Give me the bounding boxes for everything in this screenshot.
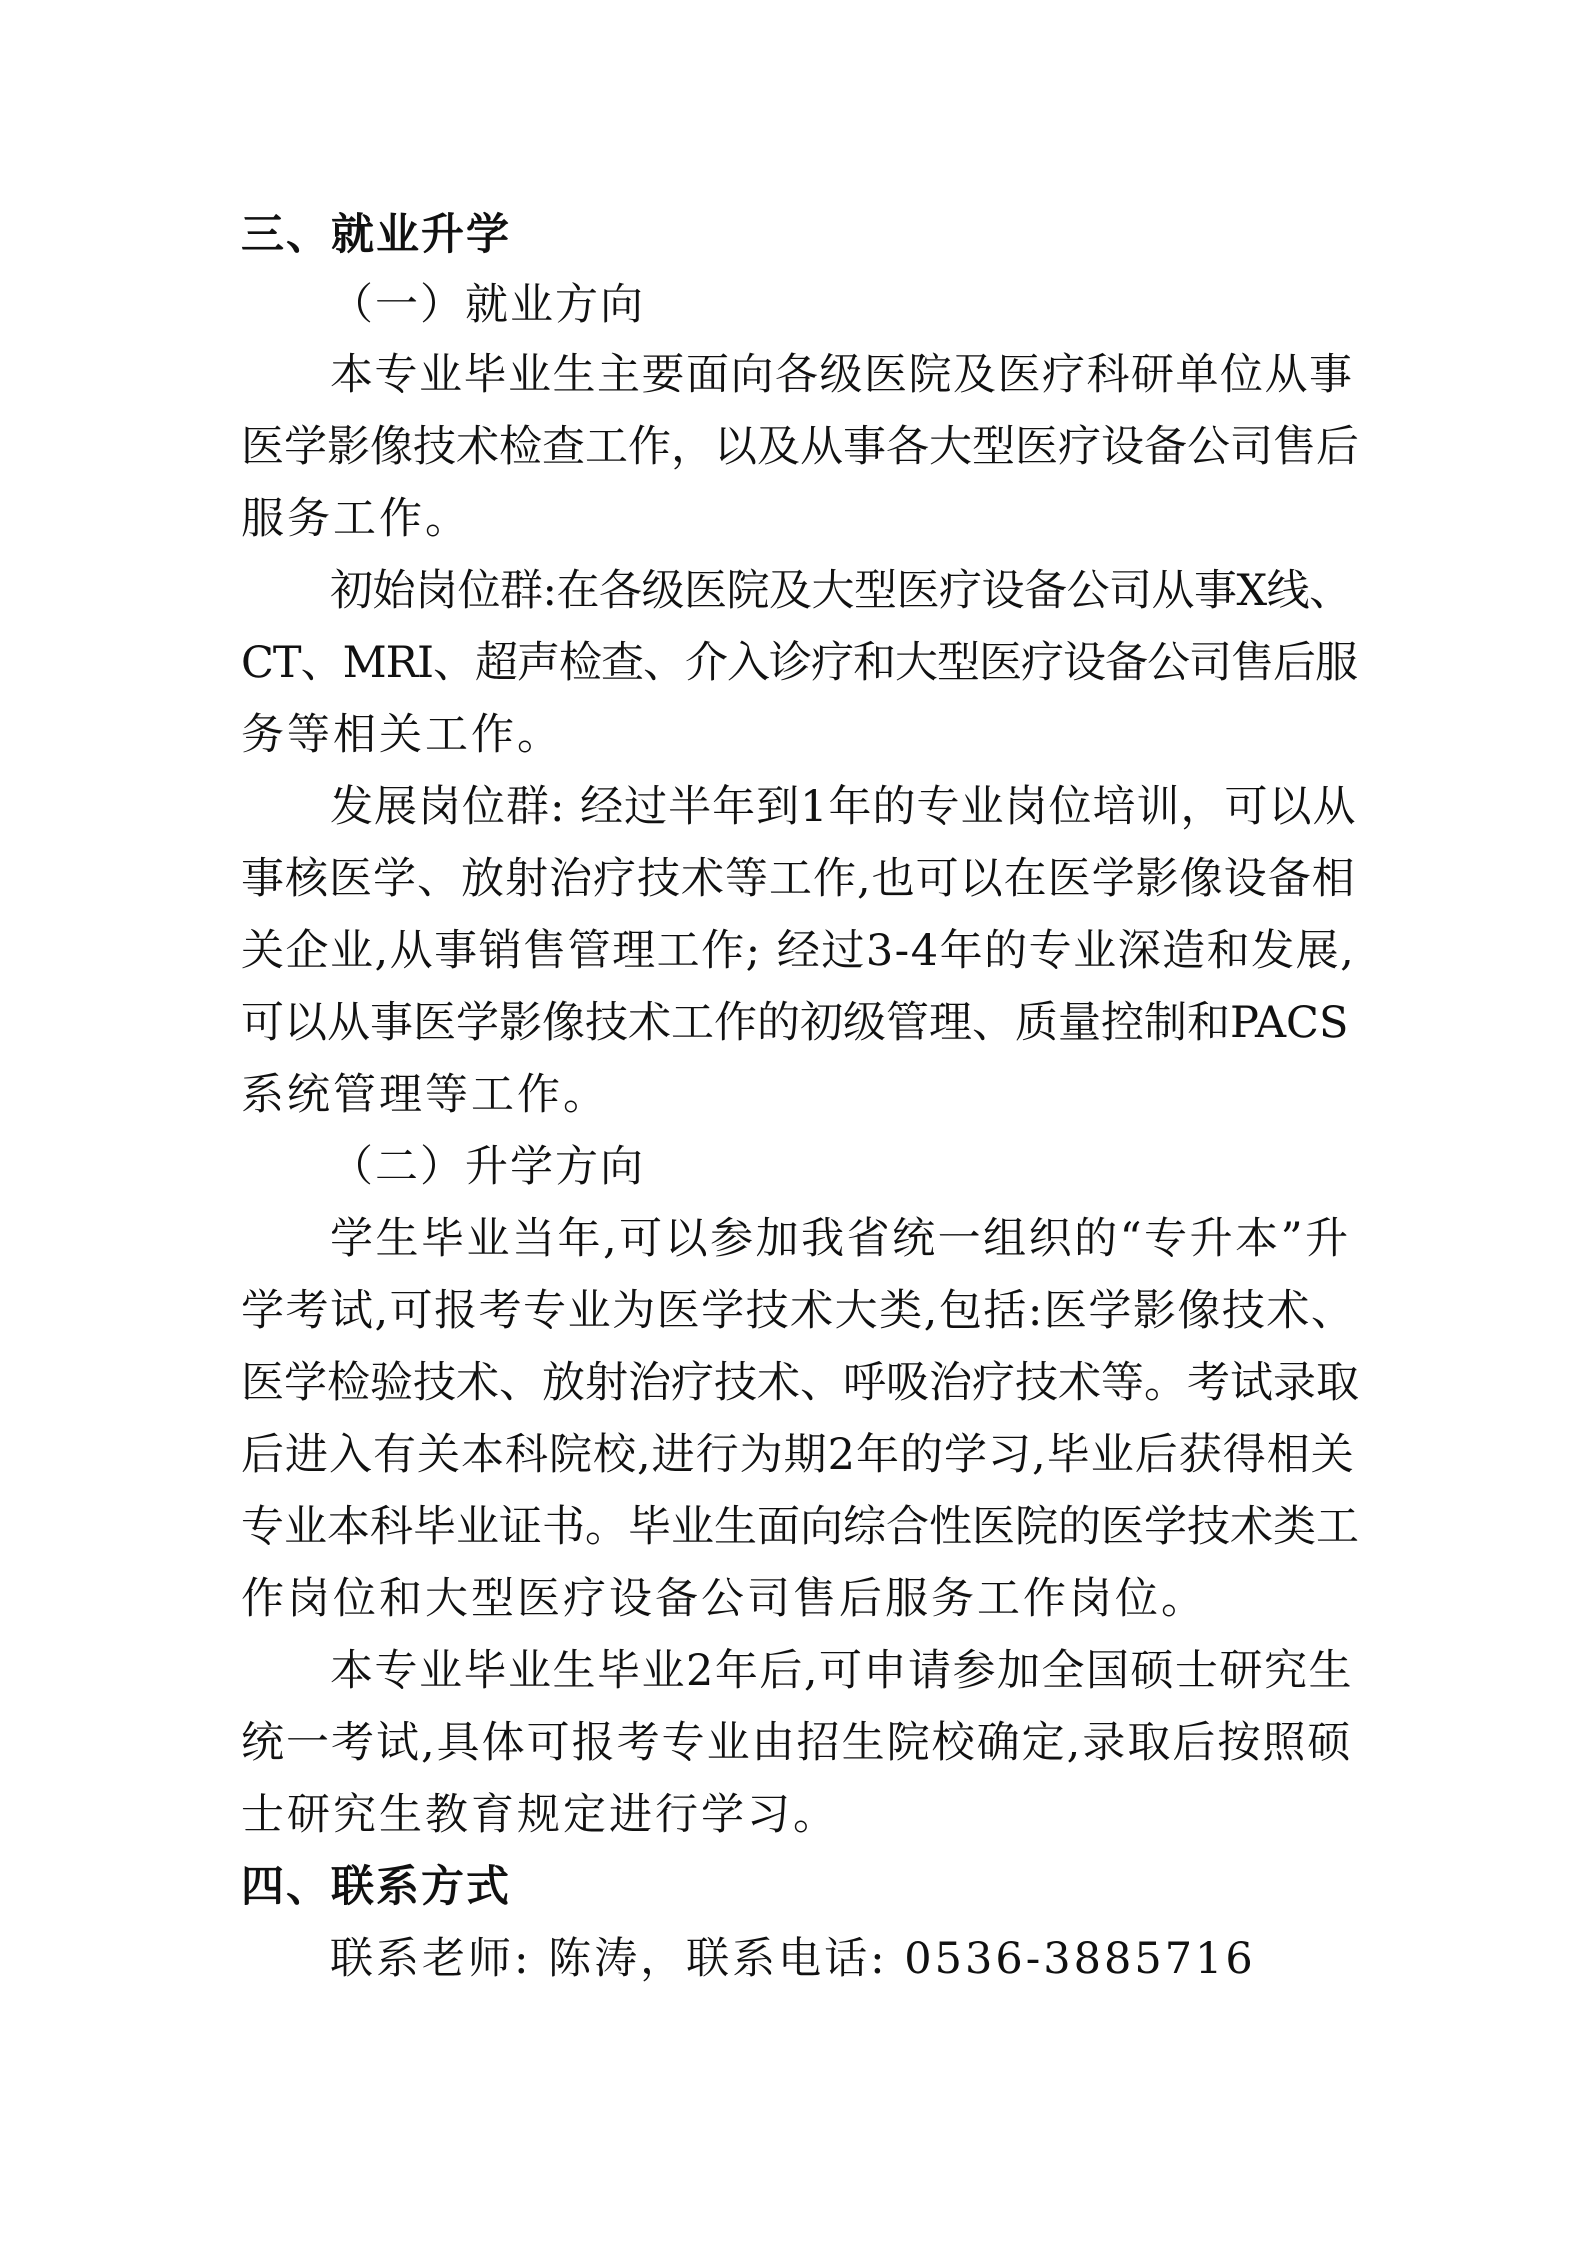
paragraph-line: 可以从事医学影像技术工作的初级管理、质量控制和PACS: [241, 998, 1349, 1048]
paragraph-line: 关企业,从事销售管理工作; 经过3-4年的专业深造和发展,: [241, 926, 1356, 976]
paragraph-line: 发展岗位群: 经过半年到1年的专业岗位培训，可以从: [330, 782, 1357, 832]
paragraph-line: 医学检验技术、放射治疗技术、呼吸治疗技术等。考试录取: [241, 1358, 1359, 1408]
contact-line: 联系老师: 陈涛，联系电话: 0536-3885716: [330, 1934, 1256, 1984]
paragraph-line: 服务工作。: [241, 494, 471, 544]
paragraph-line: 专业本科毕业证书。毕业生面向综合性医院的医学技术类工: [241, 1502, 1359, 1552]
subheading-further-study: （二）升学方向: [330, 1142, 645, 1192]
paragraph-line: 学生毕业当年,可以参加我省统一组织的“专升本”升: [330, 1214, 1351, 1264]
paragraph-line: 士研究生教育规定进行学习。: [241, 1790, 839, 1840]
subheading-employment-direction: （一）就业方向: [330, 280, 645, 330]
paragraph-line: 医学影像技术检查工作，以及从事各大型医疗设备公司售后: [241, 422, 1359, 472]
section-heading-contact: 四、联系方式: [241, 1862, 511, 1912]
paragraph-line: 系统管理等工作。: [241, 1070, 609, 1120]
paragraph-line: 统一考试,具体可报考专业由招生院校确定,录取后按照硕: [241, 1718, 1353, 1768]
paragraph-line: 本专业毕业生毕业2年后,可申请参加全国硕士研究生: [330, 1646, 1354, 1696]
paragraph-line: 学考试,可报考专业为医学技术大类,包括:医学影像技术、: [241, 1286, 1356, 1336]
paragraph-line: 务等相关工作。: [241, 710, 563, 760]
paragraph-line: 初始岗位群:在各级医院及大型医疗设备公司从事X线、: [330, 566, 1352, 616]
paragraph-line: 本专业毕业生主要面向各级医院及医疗科研单位从事: [330, 350, 1354, 400]
section-heading-employment-study: 三、就业升学: [241, 210, 511, 260]
paragraph-line: 事核医学、放射治疗技术等工作,也可以在医学影像设备相: [241, 854, 1356, 904]
paragraph-line: CT、MRI、超声检查、介入诊疗和大型医疗设备公司售后服: [241, 638, 1357, 688]
paragraph-line: 作岗位和大型医疗设备公司售后服务工作岗位。: [241, 1574, 1207, 1624]
paragraph-line: 后进入有关本科院校,进行为期2年的学习,毕业后获得相关: [241, 1430, 1355, 1480]
